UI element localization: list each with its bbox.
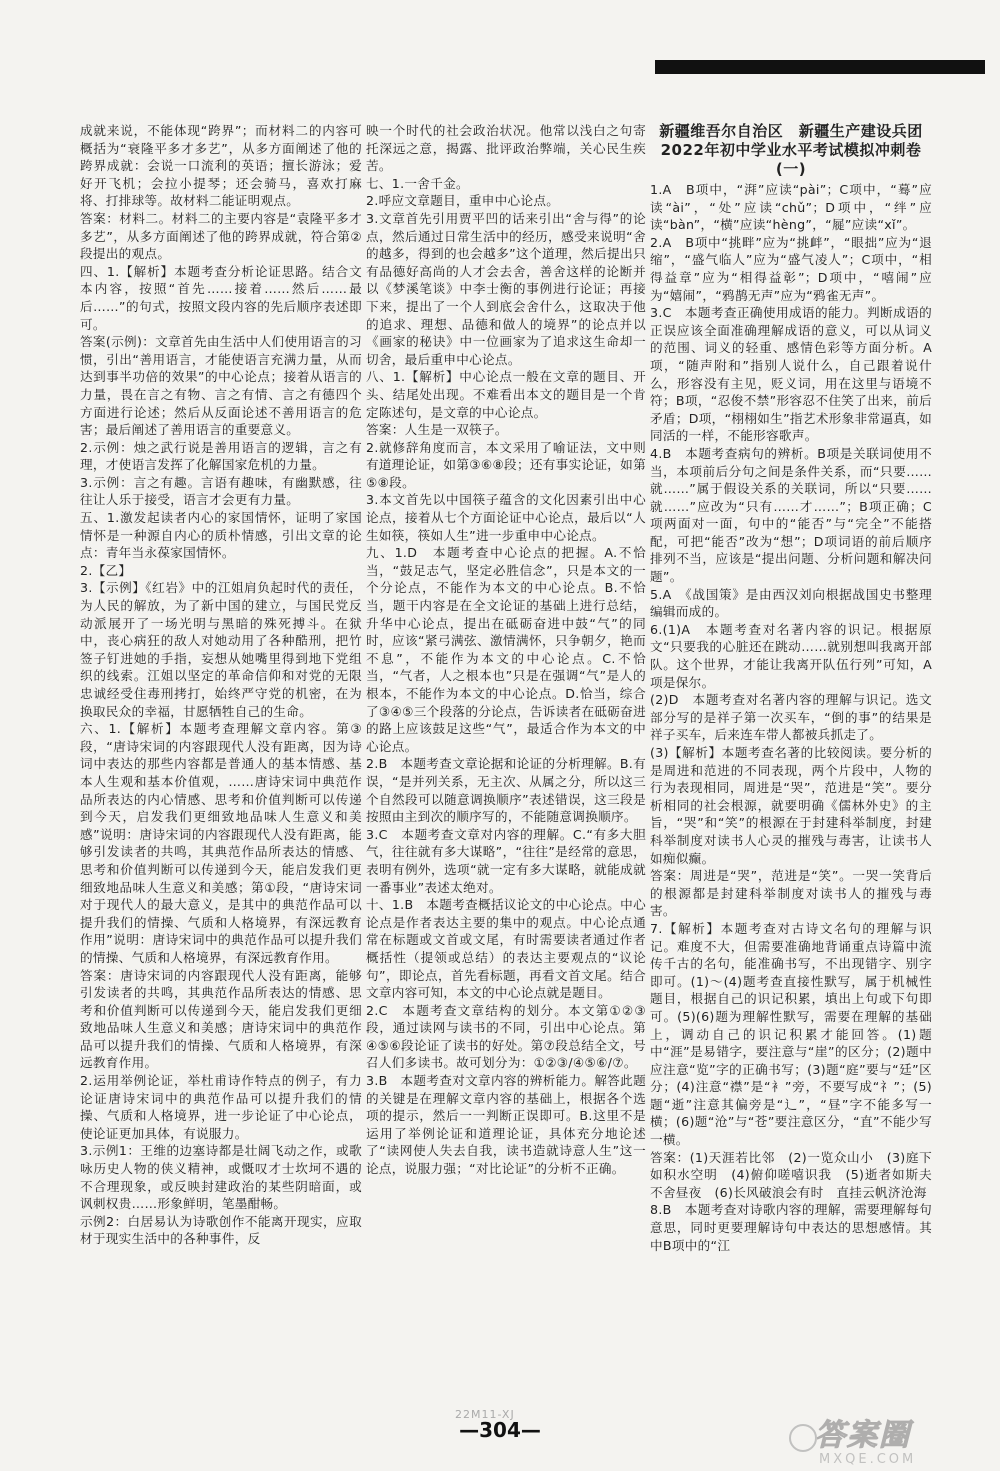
answer-paragraph: 八、1.【解析】中心论点一般在文章的题目、开头、结尾处出现。不难看出本文的题目是一个肯定陈述句，是文章的中心论点。 [366,369,646,420]
answer-paragraph: 六、1.【解析】本题考查理解文章内容。第③段，“唐诗宋词的内容跟现代人没有距离，因为诗词中表达的那些内容都是普通人的基本情感、基本人生观和基本价值观，……唐诗宋词中典范作品所表达的内心情感、思考和价值判断可以传递到今天，启发我们更细致地品味人生意义和美感”说明：唐诗宋词的内容跟现代人没有距离，能够引发读者的共鸣，其典范作品所表达的情感、思考和价值判断可以传递到今天，能启发我们更细致地品味人生意义和美感；第①段，“唐诗宋词对于现代人的最大意义，是其中的典范作品可以提升我们的情操、气质和人格境界，有深远教育作用”说明：唐诗宋词中的典范作品可以提升我们的情操、气质和人格境界，有深远教育作用。 [80,721,362,965]
answer-paragraph: 2.【乙】 [80,562,132,578]
answer-paragraph: 2.C 本题考查文章结构的划分。本文第①②③段，通过读网与读书的不同，引出中心论点。第④⑤⑥段论证了读书的好处。第⑦段总结全文，号召人们多读书。故可划分为：①②③/④⑤⑥/⑦。 [366,1002,646,1071]
answer-paragraph: 1.A B项中，“湃”应读“pài”；C项中，“蓦”应读“ài”，“处”应读“chǔ”；D项中，“绊”应读“bàn”，“横”应读“hèng”，“屣”应读“xǐ”。 [650,182,932,233]
answer-paragraph: 2.B 本题考查文章论据和论证的分析理解。B.有误，“是并列关系，无主次、从属之分，所以这三个自然段可以随意调换顺序”表述错误，这三段是按照由主到次的顺序写的，不能随意调换顺序。 [366,756,646,825]
answer-paragraph: 2.A B项中“挑畔”应为“挑衅”，“眼拙”应为“退缩”，“盛气临人”应为“盛气凌人”；C项中，“相得益章”应为“相得益彰”；D项中，“嘻闹”应为“嬉闹”，“鸦鹊无声”应为“鸦雀无声”。 [650,234,932,303]
answer-paragraph: 3.本文首先以中国筷子蕴含的文化因素引出中心论点，接着从七个方面论证中心论点，最后以“人生如筷，筷如人生”进一步重申中心论点。 [366,492,646,543]
answer-paragraph: 3.示例：言之有趣。言语有趣味，有幽默感，往往让人乐于接受，语言才会更有力量。 [80,474,362,508]
answer-paragraph: 5.A 《战国策》是由西汉刘向根据战国史书整理编辑而成的。 [650,586,932,620]
answer-paragraph: 答案：人生是一双筷子。 [366,422,508,438]
answer-paragraph: 2.运用举例论证，举杜甫诗作特点的例子，有力论证唐诗宋词中的典范作品可以提升我们的情操、气质和人格境界，进一步论证了中心论点，使论证更加具体，有说服力。 [80,1073,362,1141]
footer-code: 22M11-XJ [455,1408,515,1421]
answer-paragraph: 7.【解析】本题考查对古诗文名句的理解与识记。难度不大，但需要准确地背诵重点诗篇中流传千古的名句，能准确书写，不出现错字、别字即可。(1)～(4)题考查直接性默写，属于机械性题目，根据自己的识记积累，填出上句或下句即可。(5)(6)题为理解性默写，需要在理解的基础上，调动自己的识记积累才能回答。(1)题中“涯”是易错字，要注意与“崖”的区分；(2)题中应注意“览”字的正确书写；(3)题“庭”要与“廷”区分；(4)注意“襟”是“衤”旁，不要写成“礻”；(5)题“逝”注意其偏旁是“辶”，“昼”字不能多写一横；(6)题“沧”与“苍”要注意区分，“直”不能少写一横。 [650,920,932,1148]
top-black-bar [655,60,985,74]
answer-paragraph: 九、1.D 本题考查中心论点的把握。A.不恰当，“鼓足志气，坚定必胜信念”，只是本文的一个分论点，不能作为本文的中心论点。B.不恰当，题干内容是在全文论证的基础上进行总结，升华中心论点，提出在砥砺奋进中鼓“气”的同时，应该“紧弓满弦、激情满怀，只争朝夕，艳而不息”，不能作为本文的中心论点。C.不恰当，“气者，人之根本也”只是在强调“气”是人的根本，不能作为本文的中心论点。D.恰当，综合了③④⑤三个段落的分论点，告诉读者在砥砺奋进的路上应该鼓足这些“气”，最适合作为本文的中心论点。 [366,545,646,754]
answer-column-middle [366,122,646,1394]
answer-paragraph: 答案：唐诗宋词的内容跟现代人没有距离，能够引发读者的共鸣，其典范作品所表达的情感、思考和价值判断可以传递到今天，能启发我们更细致地品味人生意义和美感；唐诗宋词中的典范作品可以提升我们的情操、气质和人格境界，有深远教育作用。 [80,967,362,1071]
answer-paragraph: 2.示例：烛之武行说是善用语言的逻辑，言之有理，才使语言发挥了化解国家危机的力量。 [80,439,362,473]
answer-paragraph: 3.C 本题考查文章对内容的理解。C.“有多大胆气，往往就有多大谋略”，“往往”是经常的意思，表明有例外，选项“就一定有多大谋略，就能成就一番事业”表述太绝对。 [366,826,646,895]
answer-paragraph: 6.(1)A 本题考查对名著内容的识记。根据原文“只要我的心脏还在跳动……就别想叫我离开部队。这个世界，才能让我离开队伍行列”可知，A项是保尔。 [650,621,932,690]
answer-paragraph: 8.B 本题考查对诗歌内容的理解，需要理解每句意思，同时更要理解诗句中表达的思想感情。其中B项中的“江 [650,1202,932,1253]
answer-paragraph: 答案：(1)天涯若比邻 (2)一览众山小 (3)庭下如积水空明 (4)俯仰嗟嘻识我 (5)逝者如斯夫 不舍昼夜 (6)长风破浪会有时 直挂云帆济沧海 [650,1149,945,1200]
answer-paragraph: 3.B 本题考查对文章内容的辨析能力。解答此题的关键是在理解文章内容的基础上，根据各个选项的提示，然后一一判断正误即可。B.这里不是运用了举例论证和道理论证，具体充分地论述了“读网使人失去自我，读书造就诗意人生”这一论点，说服力强；“对比论证”的分析不正确。 [366,1073,646,1177]
answer-paragraph: (2)D 本题考查对名著内容的理解与识记。选文部分写的是祥子第一次买车，“倒的事”的结果是祥子买车，后来连车带人都被兵抓走了。 [650,692,932,743]
answer-paragraph: 成就来说，不能体现“跨界”；而材料二的内容可概括为“衰隆平多才多艺”，从多方面阐述了他的跨界成就：会说一口流利的英语；擅长游泳；爱好开飞机；会拉小提琴；还会骑马，喜欢打麻将、打排球等。故材料二能证明观点。 [80,123,362,209]
watermark-circle-icon [789,1424,817,1452]
answer-paragraph: (3)【解析】本题考查名著的比较阅读。要分析的是周进和范进的不同表现，两个片段中，人物的行为表现相同，周进是“哭”，范进是“笑”。要分析相同的社会根源，就要明确《儒林外史》的主旨，“哭”和“笑”的根源在于封建科举制度，封建科举制度对读书人心灵的摧残与毒害，让读书人如痴似癫。 [650,745,932,866]
answer-paragraph: 3.文章首先引用贾平凹的话来引出“舍与得”的论点，然后通过日常生活中的经历，感受来说明“舍的越多，得到的也会越多”这个道理，然后提出只有品德好高尚的人才会去舍，善舍这样的论断并以《梦溪笔谈》中李士衡的事例进行论证；再接下来，提出了一个人到底会舍什么，这取决于他的追求、理想、品德和做人的境界”的论点并以《画家的秘诀》中一位画家为了追求这生命却一切舍，最后重申中心论点。 [366,210,646,367]
answer-column-left [80,122,362,1394]
watermark-logo [815,1418,965,1467]
answer-paragraph: 示例2：白居易认为诗歌创作不能离开现实，应取材于现实生活中的各种事件，反 [80,1213,362,1247]
answer-paragraph: 答案：周进是“哭”，范进是“笑”。一哭一笑背后的根源都是封建科举制度对读书人的摧残与毒害。 [650,868,932,919]
answer-paragraph: 3.C 本题考查正确使用成语的能力。判断成语的正误应该全面准确理解成语的意义，可以从词义的范围、词义的轻重、感情色彩等方面分析。A项，“随声附和”指别人说什么，自己跟着说什么，形容没有主见，贬义词，用在这里与语境不符；B项，“忍俊不禁”形容忍不住笑了出来，前后矛盾；D项，“栩栩如生”指艺术形象非常逼真，如同活的一样，不能形容歌声。 [650,305,932,444]
answer-paragraph: 答案(示例)：文章首先由生活中人们使用语言的习惯，引出“善用语言，才能使语言充满力量，从而达到事半功倍的效果”的中心论点；接着从语言的力量，畏在言之有物、言之有情、言之有德四个方面进行论述；然后从反面论述不善用语言的危害；最后阐述了善用语言的重要意义。 [80,334,362,438]
answer-paragraph: 七、1.一舍千金。 [366,175,469,191]
watermark-sub-text: MXQE.COM [819,1452,917,1467]
answer-paragraph: 答案：材料二。材料二的主要内容是“袁隆平多才多艺”，从多方面阐述了他的跨界成就，符合第②段提出的观点。 [80,210,362,262]
answer-paragraph: 四、1.【解析】本题考查分析论证思路。结合文本内容，按照“首先……接着……然后……最后……”的句式，按照文段内容的先后顺序表述即可。 [80,263,362,332]
answer-paragraph: 五、1.激发起读者内心的家国情怀，证明了家国情怀是一种源自内心的质朴情感，引出文章的论点：青年当永葆家国情怀。 [80,510,362,561]
watermark-main-text: 答案圈 [815,1418,911,1453]
answer-column-right [650,122,945,1394]
answer-paragraph: 3.示例1：王维的边塞诗都是壮阔飞动之作，或歌咏历史人物的侠义精神，或慨叹才士坎坷不遇的不合理现象，或反映封建政治的某些阴暗面，或讽刺权贵……形象鲜明，笔墨酣畅。 [80,1143,362,1212]
answer-paragraph: 2.呼应文章题目，重申中心论点。 [366,193,560,209]
exam-section-title: 新疆维吾尔自治区 新疆生产建设兵团2022年初中学业水平考试模拟冲刺卷(一) [659,122,923,178]
answer-paragraph: 十、1.B 本题考查概括议论文的中心论点。中心论点是作者表达主要的集中的观点。中心论点通常在标题或文首或文尾，有时需要读者通过作者概括性（提领或总结）的表达主要观点的“议论句”，即论点，首先看标题，再看文首文尾。结合文章内容可知，本文的中心论点就是题目。 [366,897,646,1001]
answer-paragraph: 3.【示例】《红岩》中的江姐肩负起时代的责任，为人民的解放，为了新中国的建立，与国民党反动派展开了一场光明与黑暗的殊死搏斗。在狱中，丧心病狂的敌人对她动用了各种酷刑，把竹签子钉进她的手指，妄想从她嘴里得到地下党组织的线索。江姐以坚定的革命信仰和对党的无限忠诚经受住毒刑拷打，始终严守党的机密，在为换取民众的幸福，甘愿牺牲自己的生命。 [80,580,362,719]
answer-paragraph: 4.B 本题考查病句的辨析。B项是关联词使用不当，本项前后分句之间是条件关系，而“只要……就……”属于假设关系的关联词，所以“只要……就……”应改为“只有……才……”；B项正确；C项两面对一面，句中的“能否”与“完全”不能搭配，可把“能否”改为“想”；D项词语的前后顺序排列不当，应该是“提出问题、分析问题和解决问题”。 [650,445,932,585]
page-number: —304— [459,1418,541,1442]
answer-paragraph: 映一个时代的社会政治状况。他常以浅白之句寄托深远之意，揭露、批评政治弊端，关心民生疾苦。 [366,123,646,174]
answer-paragraph: 2.就修辞角度而言，本文采用了喻证法，文中则有道理论证，如第③⑥⑧段；还有事实论证，如第⑤⑧段。 [366,439,646,490]
